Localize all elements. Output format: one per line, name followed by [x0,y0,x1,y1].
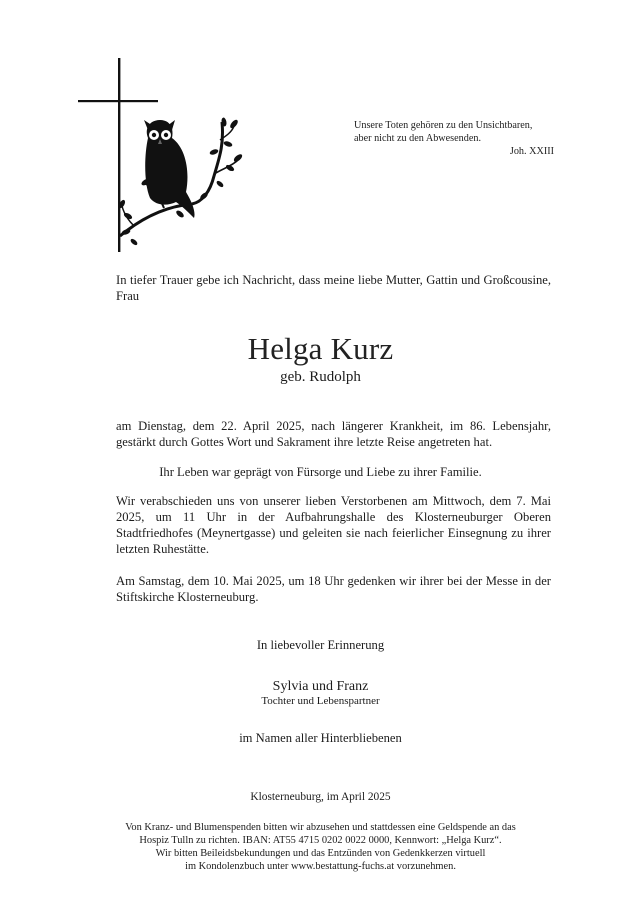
quote-source: Joh. XXIII [509,146,554,157]
quote-line-2: aber nicht zu den Abwesenden. [354,133,482,144]
footer-line-1: Von Kranz- und Blumenspenden bitten wir abzusehen und stattdessen eine Geldspende an das [125,822,516,833]
place-date: Klosterneuburg, im April 2025 [250,791,391,803]
signers: Sylvia und Franz [272,679,369,694]
birth-name: geb. Rudolph [280,369,361,385]
intro-paragraph: In tiefer Trauer gebe ich Nachricht, dass meine liebe Mutter, Gattin und Großcousine, Frau [116,273,551,303]
footer-line-2: Hospiz Tulln zu richten. IBAN: AT55 4715 0202 0022 0000, Kennwort: „Helga Kurz“. [139,835,502,846]
cross-owl-branch-icon [74,56,244,256]
bereaved-line: im Namen aller Hinterbliebenen [239,731,402,745]
life-paragraph: Ihr Leben war geprägt von Fürsorge und Liebe zu ihrer Familie. [159,465,482,479]
funeral-paragraph: Wir verabschieden uns von unserer lieben Verstorbenen am Mittwoch, dem 7. Mai 2025, um 11 Uhr in der Aufbahrungshalle des Klosterneuburger Oberen Stadtfriedhofes (Meynertgasse) und geleiten sie nach feierlicher Einsegnung zu ihrer letzten Ruhestätte. [116,494,551,556]
death-paragraph: am Dienstag, dem 22. April 2025, nach längerer Krankheit, im 86. Lebensjahr, gestärkt durch Gottes Wort und Sakrament ihre letzte Reise angetreten hat. [116,419,551,449]
mass-paragraph: Am Samstag, dem 10. Mai 2025, um 18 Uhr gedenken wir ihrer bei der Messe in der Stiftskirche Klosterneuburg. [116,574,551,604]
footer-line-4: im Kondolenzbuch unter www.bestattung-fuchs.at vorzunehmen. [185,861,456,872]
footer-note [100,821,541,873]
quote-line-1: Unsere Toten gehören zu den Unsichtbaren, [354,120,533,131]
memory-line: In liebevoller Erinnerung [256,638,385,652]
signer-roles: Tochter und Lebenspartner [261,695,380,707]
epitaph-quote [354,119,554,158]
deceased-name: Helga Kurz [247,331,394,366]
footer-line-3: Wir bitten Beileidsbekundungen und das Entzünden von Gedenkkerzen virtuell [155,848,486,859]
